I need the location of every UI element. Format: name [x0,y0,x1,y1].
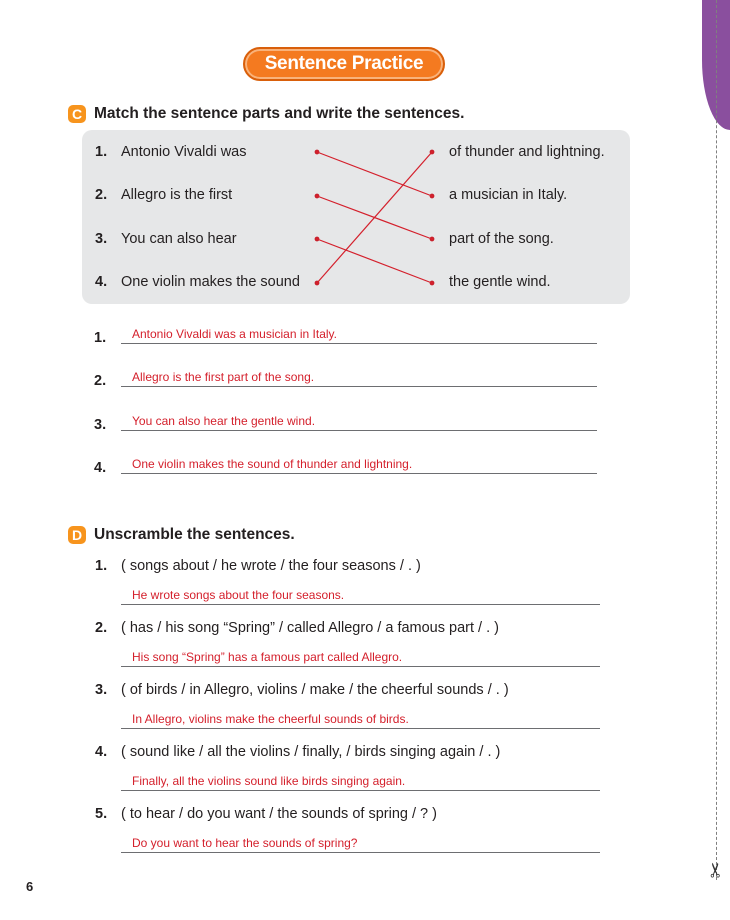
answer-c-4: One violin makes the sound of thunder and lightning. [121,456,597,474]
left-item-4-num: 4. [95,274,108,290]
left-item-4: One violin makes the sound [121,274,300,290]
left-item-2: Allegro is the first [121,187,233,203]
left-item-3-num: 3. [95,231,108,247]
scramble-1-num: 1. [95,558,108,574]
match-line-1 [317,152,432,196]
match-line-4 [317,152,432,283]
scramble-2-num: 2. [95,620,108,636]
match-line-3 [317,239,432,283]
left-item-1-num: 1. [95,144,108,160]
scramble-1-answer: He wrote songs about the four seasons. [121,587,600,605]
section-d-instruction: Unscramble the sentences. [94,526,295,543]
scramble-3-prompt: ( of birds / in Allegro, violins / make / the cheerful sounds / . ) [121,682,509,698]
section-c-instruction: Match the sentence parts and write the sentences. [94,105,465,122]
scramble-2-prompt: ( has / his song “Spring” / called Allegro / a famous part / . ) [121,620,499,636]
answer-c-4-num: 4. [94,460,107,476]
left-item-3: You can also hear [121,231,237,247]
answer-c-2-num: 2. [94,373,107,389]
scramble-5-num: 5. [95,806,108,822]
left-item-2-num: 2. [95,187,108,203]
section-d-badge: D [68,526,86,544]
answer-c-2: Allegro is the first part of the song. [121,369,597,387]
section-c-badge: C [68,105,86,123]
scramble-4-prompt: ( sound like / all the violins / finally, / birds singing again / . ) [121,744,501,760]
answer-c-3-num: 3. [94,417,107,433]
answer-c-1: Antonio Vivaldi was a musician in Italy. [121,326,597,344]
answer-c-3: You can also hear the gentle wind. [121,413,597,431]
scramble-5-prompt: ( to hear / do you want / the sounds of spring / ? ) [121,806,437,822]
section-d-heading [68,526,295,544]
answer-c-1-num: 1. [94,330,107,346]
left-item-1: Antonio Vivaldi was [121,144,247,160]
scissors-icon: ✂ [703,861,728,879]
right-item-2: a musician in Italy. [449,187,568,203]
scramble-4-answer: Finally, all the violins sound like birds singing again. [121,773,600,791]
right-item-4: the gentle wind. [449,274,551,290]
scramble-4-num: 4. [95,744,108,760]
right-item-3: part of the song. [449,231,554,247]
scramble-3-num: 3. [95,682,108,698]
scramble-1-prompt: ( songs about / he wrote / the four seasons / . ) [121,558,421,574]
scramble-2-answer: His song “Spring” has a famous part called Allegro. [121,649,600,667]
page-title: Sentence Practice [243,47,445,81]
right-item-1: of thunder and lightning. [449,144,605,160]
scramble-3-answer: In Allegro, violins make the cheerful sounds of birds. [121,711,600,729]
page-number: 6 [26,879,34,894]
scramble-5-answer: Do you want to hear the sounds of spring? [121,835,600,853]
